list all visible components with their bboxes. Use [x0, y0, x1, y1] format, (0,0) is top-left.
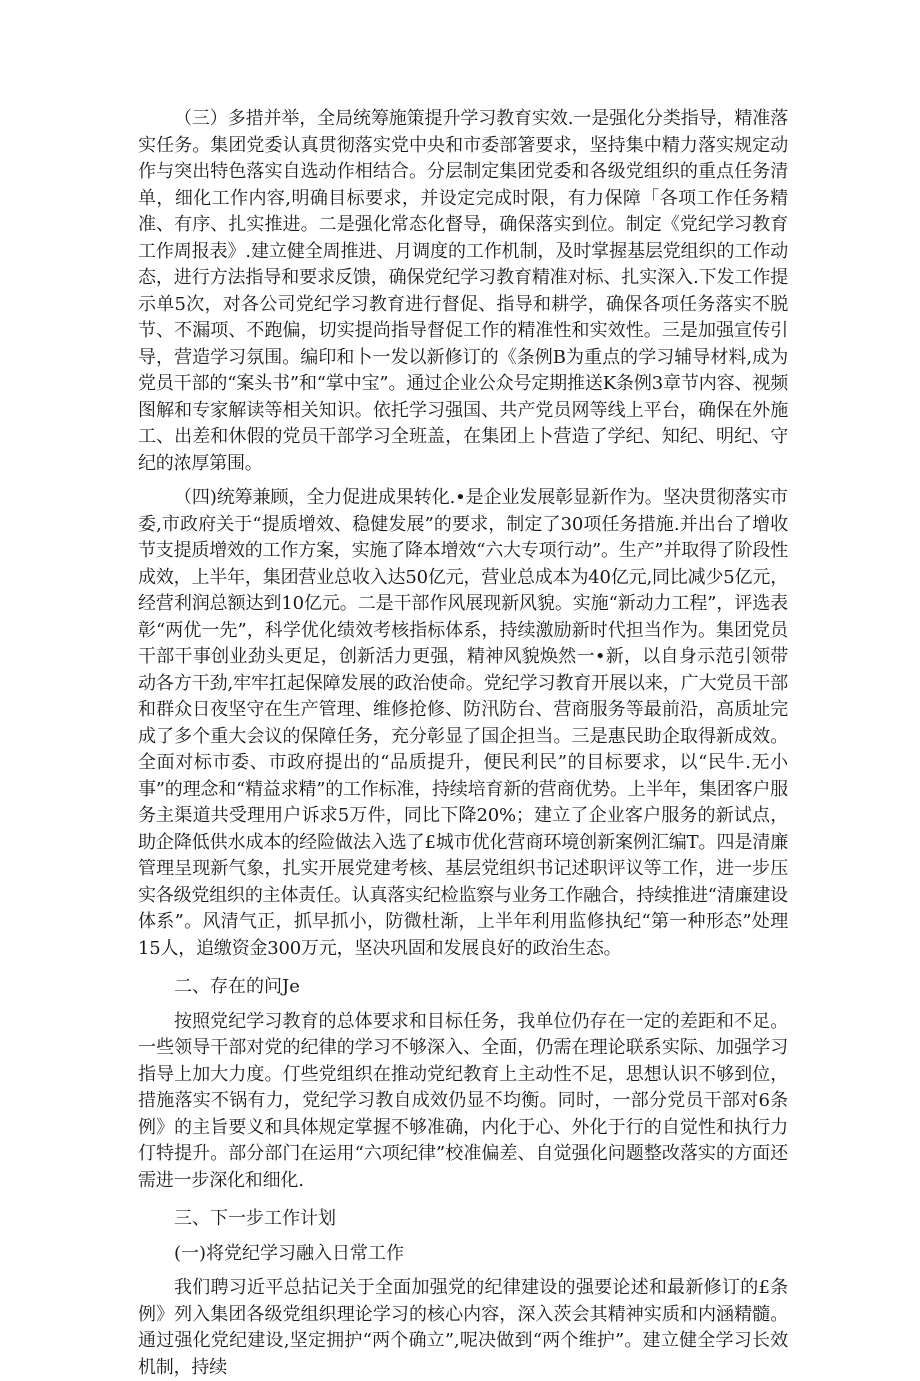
- paragraph-section-4: （四)统筹兼顾，全力促进成果转化.•是企业发展彰显新作为。坚决贯彻落实市委,市政府关于“提质增效、稳健发展”的要求，制定了30项任务措施.并出台了增收节支提质增效的工作方案，实施了降本增效“六大专项行动”。生产”并取得了阶段性成效，上半年，集团营业总收入达50亿元，营业总成本为40亿元,同比减少5亿元，经营利润总额达到10亿元。二是干部作风展现新风貌。实施“新动力工程”，评选表彰“两优一先”，科学优化绩效考核指标体系，持续激励新时代担当作为。集团党员干部干事创业劲头更足，创新活力更强，精神风貌焕然一•新，以自身示范引领带动各方干劲,牢牢扛起保障发展的政治使命。党纪学习教育开展以来，广大党员干部和群众日夜坚守在生产管理、维修抢修、防汛防台、营商服务等最前沿，高质址完成了多个重大会议的保障任务，充分彰显了国企担当。三是惠民助企取得新成效。全面对标市委、市政府提出的“品质提升，便民利民”的目标要求，以“民牛.无小事”的理念和“精益求精”的工作标准，持续培育新的营商优势。上半年，集团客户服务主渠道共受理用户诉求5万件，同比下降20%；建立了企业客户服务的新试点，助企降低供水成本的经险做法入选了£城市优化营商环境创新案例汇编T。四是清廉管理呈现新气象，扎实开展党建考核、基层党组织书记述职评议等工作，进一步压实各级党组织的主体责任。认真落实纪检监察与业务工作融合，持续推进“清廉建设体系”。风清气正，抓早抓小，防微杜渐，上半年利用监修执纪“第一种形态”处理15人，追缴资金300万元，坚决巩固和发展良好的政治生态。: [138, 487, 789, 959]
- document-page: [138, 106, 788, 1381]
- paragraph-section-3: （三）多措并举，全局统筹施策提升学习教育实效.一是强化分类指导，精准落实任务。集团党委认真贯彻落实党中央和市委部箸要求，坚持集中精力落实规定动作与突出特色落实自选动作相结合。分层制定集团党委和各级党组织的重点任务清单，细化工作内容,明确目标要求，并设定完成时限，有力保障「各项工作任务精准、有序、扎实推进。二是强化常态化督导，确保落实到位。制定《党纪学习教育工作周报表》.建立健全周推进、月调度的工作机制，及时掌握基层党组织的工作动态，进行方法指导和要求反馈，确保党纪学习教育精准对标、扎实深入.下发工作提示单5次，对各公司党纪学习教育进行督促、指导和耕学，确保各项任务落实不脱节、不漏项、不跑偏，切实提尚指导督促工作的精准性和实效性。三是加强宣传引导，营造学习氛围。编印和卜一发以新修订的《条例B为重点的学习辅导材料,成为党员干部的“案头书”和“掌中宝”。通过企业公众号定期推送K条例3章节内容、视频图解和专家解读等相关知识。依托学习强国、共产党员网等线上平台，确保在外施工、出差和休假的党员干部学习全班盖，在集团上卜营造了学纪、知纪、明纪、守纪的浓厚第围。: [138, 108, 788, 474]
- paragraph-problems: 按照党纪学习教育的总体要求和目标任务，我单位仍存在一定的差距和不足。一些领导干部对党的纪律的学习不够深入、全面，仍需在理论联系实际、加强学习指导上加大力度。仃些党组织在推动党纪教育上主动性不足，思想认识不够到位，措施落实不锅有力，党纪学习教自成效仍显不均衡。同时，一部分党员干部对6条例》的主旨要义和具体规定掌握不够准确，内化于心、外化于行的自觉性和执行力仃特提升。部分部门在运用“六项纪律”校准偏差、自觉强化问题整改落实的方面还需进一步深化和细化.: [138, 1010, 788, 1191]
- paragraph-plan: 我们聘习近平总拈记关于全面加强党的纪律建设的强要论述和最新修订的£条例》列入集团各级党组织理论学习的核心内容，深入茨会其精神实质和内涵精髓。通过强化党纪建设,坚定拥护“两个确立”,呢决做到“两个维护”。建立健全学习长效机制，持续: [138, 1277, 788, 1378]
- heading-next-plan: 三、下一步工作计划: [174, 1208, 336, 1229]
- subheading-daily-study: (一)将党纪学习融入日常工作: [174, 1242, 405, 1264]
- heading-problems: 二、存在的问Je: [174, 976, 300, 997]
